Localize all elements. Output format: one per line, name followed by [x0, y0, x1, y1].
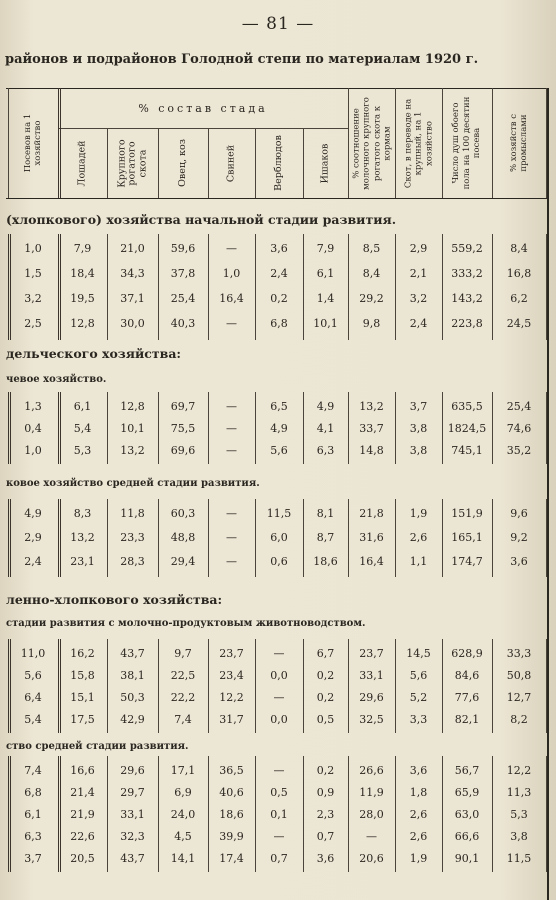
table-cell: 6,0: [270, 531, 288, 544]
table-cell: —: [273, 830, 285, 843]
table-cell: —: [366, 830, 377, 843]
table-cell: 1,1: [409, 555, 428, 568]
table-row: [0, 398, 556, 416]
table-cell: 11,9: [359, 786, 384, 799]
table-cell: 40,3: [170, 317, 196, 330]
table-cell: 8,7: [316, 531, 335, 544]
table-cell: 2,9: [409, 242, 428, 255]
table-cell: 8,2: [510, 713, 528, 726]
column-header-9: Скот, в переводе на крупный, на 1 хозяйство: [402, 98, 434, 188]
table-row: [0, 290, 556, 308]
table-cell: 6,7: [316, 647, 335, 660]
table-cell: —: [226, 242, 237, 255]
table-cell: 6,3: [316, 444, 335, 457]
header-column-rule: [442, 88, 443, 198]
table-cell: 63,0: [454, 808, 480, 821]
table-cell: 0,5: [270, 786, 288, 799]
table-row: [0, 784, 556, 802]
header-column-rule: [255, 128, 256, 198]
table-cell: 33,3: [506, 647, 532, 660]
table-cell: 66,6: [454, 830, 480, 843]
table-cell: 6,9: [174, 786, 192, 799]
table-cell: 2,5: [24, 317, 42, 330]
table-cell: 4,9: [24, 507, 42, 520]
table-cell: 3,7: [409, 400, 428, 413]
table-cell: 628,9: [451, 647, 483, 660]
table-cell: 7,9: [316, 242, 335, 255]
table-cell: 43,7: [120, 852, 145, 865]
table-cell: 74,6: [506, 422, 532, 435]
table-cell: 12,2: [506, 764, 532, 777]
section-heading: стадии развития с молочно-продуктовым животноводством.: [6, 618, 366, 629]
table-cell: 0,5: [316, 713, 335, 726]
section-heading: чевое хозяйство.: [6, 374, 107, 385]
table-cell: 8,4: [362, 267, 381, 280]
table-cell: 69,6: [170, 444, 196, 457]
table-cell: 0,7: [316, 830, 335, 843]
column-header-11: % хозяйств с промыслами: [508, 113, 529, 173]
table-cell: —: [226, 317, 237, 330]
table-cell: 23,7: [359, 647, 384, 660]
table-row: [0, 442, 556, 460]
table-cell: 37,1: [120, 292, 145, 305]
table-cell: 2,6: [409, 531, 428, 544]
table-cell: 143,2: [451, 292, 483, 305]
header-column-rule: [303, 128, 304, 198]
table-cell: 745,1: [451, 444, 483, 457]
table-cell: 5,3: [510, 808, 528, 821]
table-cell: 8,1: [316, 507, 335, 520]
table-cell: 16,4: [219, 292, 244, 305]
table-cell: 1,5: [24, 267, 42, 280]
table-row: [0, 667, 556, 685]
table-cell: 14,5: [406, 647, 431, 660]
table-cell: 33,7: [359, 422, 384, 435]
header-column-rule: [348, 88, 349, 198]
table-cell: 23,4: [219, 669, 244, 682]
table-cell: 17,5: [70, 713, 95, 726]
header-bottom-rule: [6, 198, 548, 199]
table-cell: —: [273, 647, 285, 660]
table-cell: 3,6: [270, 242, 288, 255]
table-cell: 1,3: [24, 400, 42, 413]
table-cell: 7,4: [174, 713, 192, 726]
table-cell: 5,6: [409, 669, 428, 682]
table-cell: 16,6: [70, 764, 95, 777]
table-cell: 4,9: [316, 400, 335, 413]
table-cell: 3,6: [510, 555, 528, 568]
table-cell: 4,9: [270, 422, 288, 435]
column-header-4: Овец, коз: [176, 139, 188, 187]
table-cell: 21,4: [70, 786, 95, 799]
table-cell: 12,2: [219, 691, 244, 704]
section-heading: дельческого хозяйства:: [6, 346, 182, 361]
table-title: районов и подрайонов Голодной степи по материалам 1920 г.: [5, 52, 479, 67]
table-cell: 0,2: [316, 669, 335, 682]
column-header-3: Крупного рогатого скота: [115, 138, 148, 188]
table-cell: 42,9: [120, 713, 145, 726]
table-cell: 69,7: [170, 400, 196, 413]
table-cell: 36,5: [219, 764, 244, 777]
table-cell: 35,2: [506, 444, 532, 457]
table-cell: 0,7: [270, 852, 288, 865]
header-column-rule: [546, 88, 547, 198]
table-cell: 29,6: [359, 691, 384, 704]
header-column-rule: [8, 88, 9, 198]
group-underline: [58, 128, 348, 129]
table-cell: 29,4: [170, 555, 196, 568]
table-cell: 32,5: [359, 713, 384, 726]
table-cell: 5,2: [409, 691, 428, 704]
table-cell: 22,2: [170, 691, 196, 704]
table-cell: 31,6: [359, 531, 384, 544]
table-cell: —: [226, 531, 237, 544]
table-cell: 5,4: [73, 422, 92, 435]
table-cell: 11,8: [120, 507, 145, 520]
table-cell: 84,6: [454, 669, 480, 682]
table-row: [0, 529, 556, 547]
table-cell: 75,5: [170, 422, 196, 435]
table-cell: —: [273, 764, 285, 777]
table-cell: 23,7: [219, 647, 244, 660]
table-cell: 9,7: [174, 647, 192, 660]
table-cell: 6,2: [510, 292, 528, 305]
table-row: [0, 645, 556, 663]
table-cell: 0,0: [270, 713, 288, 726]
table-cell: 43,7: [120, 647, 145, 660]
table-cell: 2,4: [270, 267, 288, 280]
table-cell: 11,5: [506, 852, 532, 865]
table-cell: 9,6: [510, 507, 528, 520]
table-cell: 2,9: [24, 531, 42, 544]
table-cell: —: [226, 507, 237, 520]
table-cell: 28,3: [120, 555, 145, 568]
header-top-rule: [6, 88, 548, 89]
table-cell: 17,1: [170, 764, 196, 777]
table-cell: 13,2: [120, 444, 145, 457]
table-cell: 13,2: [70, 531, 95, 544]
table-cell: 22,6: [70, 830, 95, 843]
table-cell: 65,9: [454, 786, 480, 799]
table-row: [0, 806, 556, 824]
table-cell: 17,4: [219, 852, 244, 865]
table-cell: 6,5: [270, 400, 288, 413]
table-cell: 1,9: [409, 852, 428, 865]
table-cell: 8,3: [73, 507, 92, 520]
table-cell: 40,6: [219, 786, 244, 799]
table-cell: 21,8: [359, 507, 384, 520]
table-cell: 14,8: [359, 444, 384, 457]
table-cell: 0,1: [270, 808, 288, 821]
section-heading: ство средней стадии развития.: [6, 741, 189, 752]
table-cell: 31,7: [219, 713, 244, 726]
table-row: [0, 828, 556, 846]
table-cell: 635,5: [451, 400, 483, 413]
table-cell: 223,8: [451, 317, 483, 330]
table-cell: —: [273, 691, 285, 704]
table-cell: 77,6: [454, 691, 480, 704]
table-cell: 6,1: [316, 267, 335, 280]
table-cell: 15,8: [70, 669, 95, 682]
table-cell: 23,3: [120, 531, 145, 544]
table-cell: 18,6: [219, 808, 244, 821]
table-cell: 1824,5: [447, 422, 487, 435]
table-cell: 2,4: [24, 555, 42, 568]
table-row: [0, 315, 556, 333]
table-cell: 1,0: [24, 242, 42, 255]
table-cell: 5,6: [24, 669, 42, 682]
table-cell: 26,6: [359, 764, 384, 777]
table-cell: 3,2: [409, 292, 428, 305]
table-cell: 11,5: [266, 507, 292, 520]
table-cell: 12,8: [120, 400, 145, 413]
group-header-label: % состав стада: [138, 102, 268, 115]
table-cell: 29,7: [120, 786, 145, 799]
table-cell: 3,7: [24, 852, 42, 865]
column-header-5: Свиней: [225, 144, 237, 182]
table-cell: 22,5: [170, 669, 196, 682]
table-cell: 18,6: [313, 555, 338, 568]
table-cell: 3,8: [510, 830, 528, 843]
table-cell: 24,5: [506, 317, 532, 330]
column-header-2: Лошадей: [76, 140, 88, 186]
table-cell: 12,7: [506, 691, 532, 704]
header-column-rule: [107, 128, 108, 198]
table-cell: 0,2: [270, 292, 288, 305]
table-cell: 0,6: [270, 555, 288, 568]
table-cell: 25,4: [170, 292, 196, 305]
table-cell: 19,5: [70, 292, 95, 305]
table-cell: 1,8: [409, 786, 428, 799]
table-cell: —: [226, 555, 237, 568]
table-cell: 11,0: [20, 647, 46, 660]
table-cell: 333,2: [451, 267, 483, 280]
table-cell: 8,5: [362, 242, 381, 255]
table-row: [0, 762, 556, 780]
header-column-rule: [158, 128, 159, 198]
table-cell: 1,4: [316, 292, 335, 305]
table-cell: 16,4: [359, 555, 384, 568]
table-cell: 18,4: [70, 267, 95, 280]
table-cell: 151,9: [451, 507, 483, 520]
table-cell: 7,4: [24, 764, 42, 777]
table-cell: 0,2: [316, 691, 335, 704]
table-cell: 50,3: [120, 691, 145, 704]
table-cell: 16,2: [70, 647, 95, 660]
table-cell: 20,5: [70, 852, 95, 865]
table-cell: 48,8: [170, 531, 196, 544]
table-cell: 1,0: [24, 444, 42, 457]
table-cell: 174,7: [451, 555, 483, 568]
table-cell: 24,0: [170, 808, 196, 821]
table-cell: 28,0: [359, 808, 384, 821]
table-cell: 60,3: [170, 507, 196, 520]
table-cell: 16,8: [506, 267, 532, 280]
table-cell: 59,6: [170, 242, 196, 255]
table-cell: 8,4: [510, 242, 528, 255]
table-cell: 9,8: [362, 317, 381, 330]
table-cell: 6,3: [24, 830, 42, 843]
column-header-8: % соотношение молочного крупного рогатого скота к кормам: [350, 96, 392, 190]
table-cell: 30,0: [120, 317, 145, 330]
table-cell: 0,2: [316, 764, 335, 777]
column-header-10: Число душ обоего пола на 100 десятин посева: [451, 96, 483, 190]
table-cell: —: [226, 444, 237, 457]
table-cell: 25,4: [506, 400, 532, 413]
table-cell: 15,1: [70, 691, 95, 704]
table-cell: 5,6: [270, 444, 288, 457]
table-cell: 1,0: [222, 267, 241, 280]
table-cell: 12,8: [70, 317, 95, 330]
table-cell: —: [226, 422, 237, 435]
table-cell: 7,9: [73, 242, 92, 255]
table-cell: 0,9: [316, 786, 335, 799]
table-cell: 37,8: [170, 267, 196, 280]
table-row: [0, 553, 556, 571]
header-column-rule: [492, 88, 493, 198]
table-cell: 10,1: [120, 422, 145, 435]
table-cell: 0,0: [270, 669, 288, 682]
table-cell: 29,2: [359, 292, 384, 305]
table-cell: 3,6: [409, 764, 428, 777]
table-cell: 6,8: [270, 317, 288, 330]
table-cell: 11,3: [506, 786, 532, 799]
table-cell: 3,3: [409, 713, 428, 726]
column-header-1: Посевов на 1 хозяйство: [22, 113, 43, 173]
table-cell: 5,3: [73, 444, 92, 457]
table-row: [0, 711, 556, 729]
page-number: — 81 —: [241, 14, 315, 34]
table-cell: 9,2: [510, 531, 528, 544]
table-cell: 21,9: [70, 808, 95, 821]
section-heading: ковое хозяйство средней стадии развития.: [6, 478, 260, 489]
table-cell: 2,6: [409, 808, 428, 821]
header-column-rule: [208, 128, 209, 198]
section-heading: ленно-хлопкового хозяйства:: [6, 592, 223, 607]
table-cell: 6,8: [24, 786, 42, 799]
table-cell: 6,1: [73, 400, 92, 413]
table-cell: 4,1: [316, 422, 335, 435]
table-cell: 50,8: [506, 669, 532, 682]
table-cell: —: [226, 400, 237, 413]
table-cell: 38,1: [120, 669, 145, 682]
table-cell: 29,6: [120, 764, 145, 777]
header-column-rule: [395, 88, 396, 198]
table-cell: 6,1: [24, 808, 42, 821]
table-cell: 21,0: [120, 242, 145, 255]
table-cell: 559,2: [451, 242, 483, 255]
column-header-7: Ишаков: [319, 143, 331, 183]
table-cell: 13,2: [359, 400, 384, 413]
table-cell: 23,1: [70, 555, 95, 568]
table-cell: 4,5: [174, 830, 192, 843]
table-cell: 2,1: [409, 267, 428, 280]
table-row: [0, 850, 556, 868]
table-cell: 0,4: [24, 422, 42, 435]
table-cell: 56,7: [454, 764, 480, 777]
table-cell: 6,4: [24, 691, 42, 704]
table-cell: 3,6: [316, 852, 335, 865]
table-cell: 82,1: [454, 713, 480, 726]
table-cell: 90,1: [454, 852, 480, 865]
table-cell: 1,9: [409, 507, 428, 520]
table-cell: 2,3: [316, 808, 335, 821]
table-cell: 32,3: [120, 830, 145, 843]
table-row: [0, 240, 556, 258]
table-cell: 3,8: [409, 422, 428, 435]
table-cell: 2,4: [409, 317, 428, 330]
table-cell: 33,1: [359, 669, 384, 682]
table-row: [0, 505, 556, 523]
table-row: [0, 689, 556, 707]
table-cell: 10,1: [313, 317, 338, 330]
table-row: [0, 265, 556, 283]
table-cell: 2,6: [409, 830, 428, 843]
table-cell: 34,3: [120, 267, 145, 280]
table-cell: 3,2: [24, 292, 42, 305]
column-header-6: Верблюдов: [272, 135, 284, 191]
table-cell: 39,9: [219, 830, 244, 843]
table-cell: 5,4: [24, 713, 42, 726]
table-cell: 14,1: [170, 852, 196, 865]
table-cell: 33,1: [120, 808, 145, 821]
table-cell: 165,1: [451, 531, 483, 544]
table-cell: 3,8: [409, 444, 428, 457]
section-heading: (хлопкового) хозяйства начальной стадии развития.: [6, 212, 397, 227]
table-cell: 20,6: [359, 852, 384, 865]
table-row: [0, 420, 556, 438]
